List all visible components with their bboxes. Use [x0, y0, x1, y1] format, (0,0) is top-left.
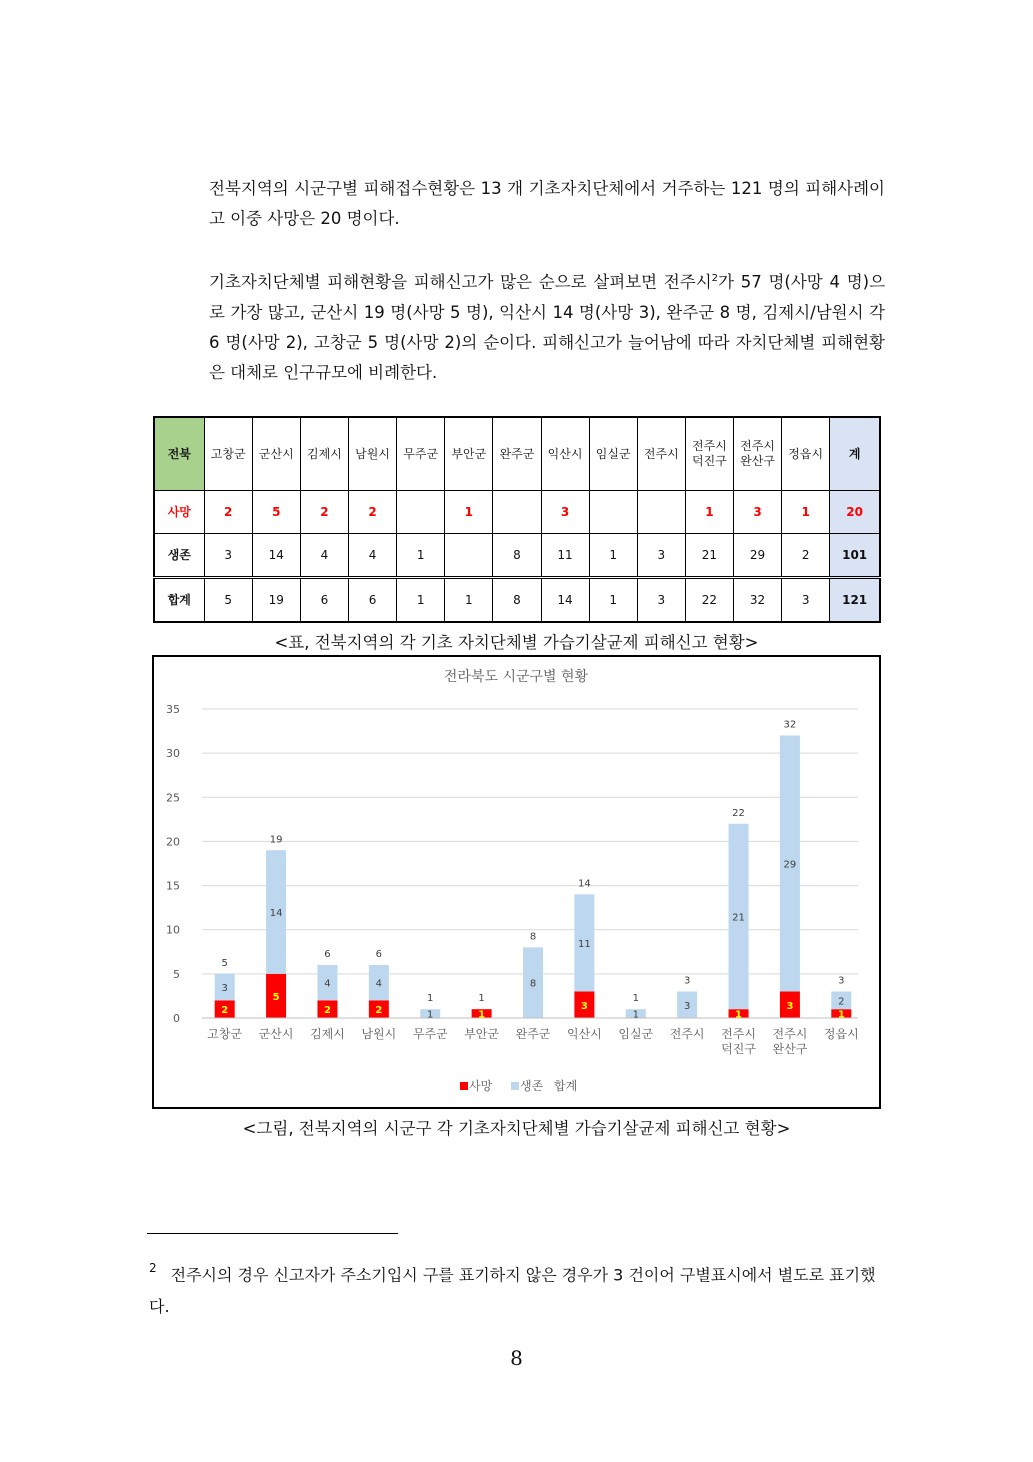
y-tick-label: 10	[166, 923, 180, 937]
bar-alive-label: 3	[683, 1000, 691, 1012]
y-tick-label: 0	[173, 1012, 180, 1025]
bar-death-label: 3	[786, 1000, 794, 1012]
table-cell: 2	[782, 534, 830, 578]
footnote-text: 전주시의 경우 신고자가 주소기입시 구를 표기하지 않은 경우가 3 건이어 구별표시에서 별도로 표기했다.	[149, 1265, 876, 1317]
x-category-label	[413, 1027, 448, 1041]
table-cell: 6	[300, 578, 348, 623]
table-cell: 3	[541, 491, 589, 534]
bar-alive-label: 29	[783, 859, 797, 871]
table-header-row	[154, 417, 880, 491]
y-tick-label: 25	[166, 791, 180, 805]
table-header-cell: 고창군	[204, 417, 252, 491]
bar-alive-label: 8	[529, 978, 537, 990]
bar-alive-label: 11	[578, 938, 591, 950]
y-tick-label: 15	[166, 879, 180, 893]
paragraph-detail-part2: 가 57 명(사망 4 명)으로 가장 많고, 군산시 19 명(사망 5 명), 익산시 14 명(사망 3), 완주군 8 명, 김제시/남원시 각 6 명(사망 2), 고창군 5 명(사망 2)의 순이다. 피해신고가 늘어남에 따라 자치단체별 피해현황은 대체로 인구규모에 비례한다.	[209, 272, 886, 382]
legend-swatch	[511, 1082, 519, 1090]
y-tick-label: 35	[166, 703, 180, 716]
table-cell: 5	[204, 578, 252, 623]
table-header-cell: 전주시 완산구	[734, 417, 782, 491]
footnote-ref[interactable]: 2	[711, 273, 719, 284]
table-cell: 21	[685, 534, 733, 578]
table-cell: 3	[637, 534, 685, 578]
x-category-label-line: 정읍시	[823, 1027, 859, 1041]
x-category-label	[259, 1026, 294, 1041]
x-category-label-line: 완주군	[515, 1027, 551, 1041]
x-category-label	[618, 1026, 653, 1041]
bar-death-label: 5	[272, 991, 280, 1003]
table-header-cell: 정읍시	[782, 417, 830, 491]
table-row-total	[154, 578, 880, 623]
bar-total-label: 3	[683, 975, 691, 987]
y-tick-label: 20	[166, 835, 180, 849]
bar-total-label: 1	[632, 993, 639, 1005]
bar-total-label: 8	[529, 931, 537, 943]
chart-title: 전라북도 시군구별 현황	[443, 669, 589, 685]
table-header-cell: 남원시	[349, 417, 397, 491]
x-category-label	[824, 1026, 859, 1041]
table-cell: 3	[734, 491, 782, 534]
table-cell: 1	[589, 578, 637, 623]
table-cell: 29	[734, 534, 782, 578]
table-header-cell: 전주시 덕진구	[685, 417, 733, 491]
x-category-label	[721, 1026, 756, 1056]
bar-total-label: 3	[838, 975, 845, 987]
table-cell: 5	[252, 491, 300, 534]
table-cell	[445, 534, 493, 578]
bar-death-label: 1	[735, 1009, 743, 1021]
table-cell: 11	[541, 534, 589, 578]
bar-alive-label: 2	[838, 996, 845, 1008]
table-header-cell: 군산시	[252, 417, 300, 491]
paragraph-detail-part1: 기초자치단체별 피해현황을 피해신고가 많은 순으로 살펴보면 전주시	[209, 272, 712, 292]
x-category-label	[567, 1026, 602, 1041]
bar-alive-label: 3	[221, 983, 228, 995]
table-row-alive	[154, 534, 880, 578]
table-total-cell: 121	[830, 578, 880, 623]
bar-total-label: 6	[375, 949, 383, 961]
legend-label: 사망	[469, 1079, 493, 1093]
table-row-label: 생존	[154, 534, 204, 578]
y-tick-label: 30	[166, 747, 180, 761]
x-category-label	[464, 1026, 499, 1041]
table-cell: 3	[782, 578, 830, 623]
bar-alive-label: 14	[269, 908, 283, 920]
table-total-cell: 101	[830, 534, 880, 578]
x-category-label-line: 익산시	[566, 1027, 602, 1041]
x-category-label-line: 남원시	[361, 1027, 397, 1041]
table-cell: 8	[493, 534, 541, 578]
bar-death-label: 2	[375, 1005, 383, 1017]
bar-death-label: 1	[478, 1009, 486, 1021]
bar-alive-label: 21	[732, 912, 745, 924]
x-category-label-line: 군산시	[258, 1027, 294, 1041]
table-cell: 14	[541, 578, 589, 623]
bar-death-label: 3	[580, 1000, 588, 1012]
table-row-label: 합계	[154, 578, 204, 623]
bar-death-label: 2	[323, 1005, 331, 1017]
x-category-label	[516, 1026, 551, 1041]
bar-total-label: 22	[732, 807, 745, 819]
table-cell: 8	[493, 578, 541, 623]
footnote-mark: 2	[149, 1261, 157, 1275]
table-header-cell: 무주군	[397, 417, 445, 491]
x-category-label	[773, 1026, 808, 1056]
bar-total-label: 1	[427, 993, 434, 1005]
table-cell: 1	[445, 491, 493, 534]
legend-swatch	[460, 1082, 468, 1090]
table-cell: 22	[685, 578, 733, 623]
x-category-label	[670, 1026, 705, 1041]
table-cell: 14	[252, 534, 300, 578]
x-category-label-line: 고창군	[207, 1027, 243, 1041]
table-cell: 1	[397, 578, 445, 623]
bar-alive-label: 4	[375, 978, 383, 990]
table-cell: 3	[637, 578, 685, 623]
table-total-cell: 20	[830, 491, 880, 534]
table-header-cell: 익산시	[541, 417, 589, 491]
figure-caption: <그림, 전북지역의 시군구 각 기초자치단체별 가습기살균제 피해신고 현황>	[242, 1119, 791, 1138]
bar-total-label: 5	[221, 957, 228, 969]
bar-alive-label: 4	[324, 978, 331, 990]
paragraph-detail	[209, 264, 885, 388]
table-header-total: 계	[830, 417, 880, 491]
y-tick-label: 5	[173, 967, 180, 981]
table-caption: <표, 전북지역의 각 기초 자치단체별 가습기살균제 피해신고 현황>	[274, 633, 759, 652]
table-cell: 3	[204, 534, 252, 578]
table-cell: 2	[300, 491, 348, 534]
x-category-label-line: 덕진구	[721, 1042, 756, 1056]
bar-total-label: 14	[578, 878, 591, 890]
table-cell: 1	[685, 491, 733, 534]
table-cell: 6	[349, 578, 397, 623]
table-cell: 1	[397, 534, 445, 578]
x-category-label-line: 무주군	[412, 1027, 448, 1041]
table-cell	[493, 491, 541, 534]
stacked-bar-chart	[152, 655, 881, 1109]
bar-total-label: 32	[783, 719, 797, 731]
bar-death-label: 2	[221, 1005, 229, 1017]
x-category-label-line: 전주시	[772, 1027, 808, 1041]
table-cell: 1	[589, 534, 637, 578]
x-category-label-line: 전주시	[669, 1027, 705, 1041]
page-number: 8	[510, 1346, 523, 1370]
table-cell: 32	[734, 578, 782, 623]
bar-alive-label: 1	[632, 1009, 639, 1021]
table-header-cell: 완주군	[493, 417, 541, 491]
x-category-label-line: 완산구	[772, 1042, 808, 1056]
chart-svg	[154, 657, 879, 1107]
table-header-cell: 부안군	[445, 417, 493, 491]
table-cell: 2	[204, 491, 252, 534]
legend-label: 합계	[554, 1079, 578, 1093]
table-cell: 1	[782, 491, 830, 534]
bar-total-label: 19	[269, 834, 283, 846]
x-category-label-line: 전주시	[721, 1027, 756, 1041]
table-cell: 19	[252, 578, 300, 623]
table-cell: 4	[300, 534, 348, 578]
x-category-label-line: 부안군	[464, 1027, 500, 1041]
x-category-label	[207, 1026, 242, 1041]
table-cell	[589, 491, 637, 534]
table-cell: 1	[445, 578, 493, 623]
table-cell	[637, 491, 685, 534]
table-corner-label: 전북	[154, 417, 204, 491]
damage-report-table	[153, 416, 881, 623]
table-header-cell: 전주시	[637, 417, 685, 491]
x-category-label-line: 임실군	[618, 1027, 654, 1041]
bar-total-label: 1	[478, 993, 485, 1005]
table-cell	[397, 491, 445, 534]
bar-total-label: 6	[324, 949, 331, 961]
table-row-death	[154, 491, 880, 534]
paragraph-summary: 전북지역의 시군구별 피해접수현황은 13 개 기초자치단체에서 거주하는 121 명의 피해사례이고 이중 사망은 20 명이다.	[209, 179, 885, 228]
x-category-label	[361, 1026, 396, 1041]
table-cell: 2	[349, 491, 397, 534]
table-cell: 4	[349, 534, 397, 578]
table-row-label: 사망	[154, 491, 204, 534]
x-category-label	[310, 1026, 345, 1041]
footnote	[149, 1254, 879, 1323]
x-category-label-line: 김제시	[310, 1027, 345, 1041]
legend-label: 생존	[520, 1079, 544, 1093]
footnote-separator	[147, 1233, 398, 1234]
table-header-cell: 임실군	[589, 417, 637, 491]
table-header-cell: 김제시	[300, 417, 348, 491]
bar-alive-label: 1	[427, 1009, 434, 1021]
bar-death-label: 1	[837, 1009, 845, 1021]
